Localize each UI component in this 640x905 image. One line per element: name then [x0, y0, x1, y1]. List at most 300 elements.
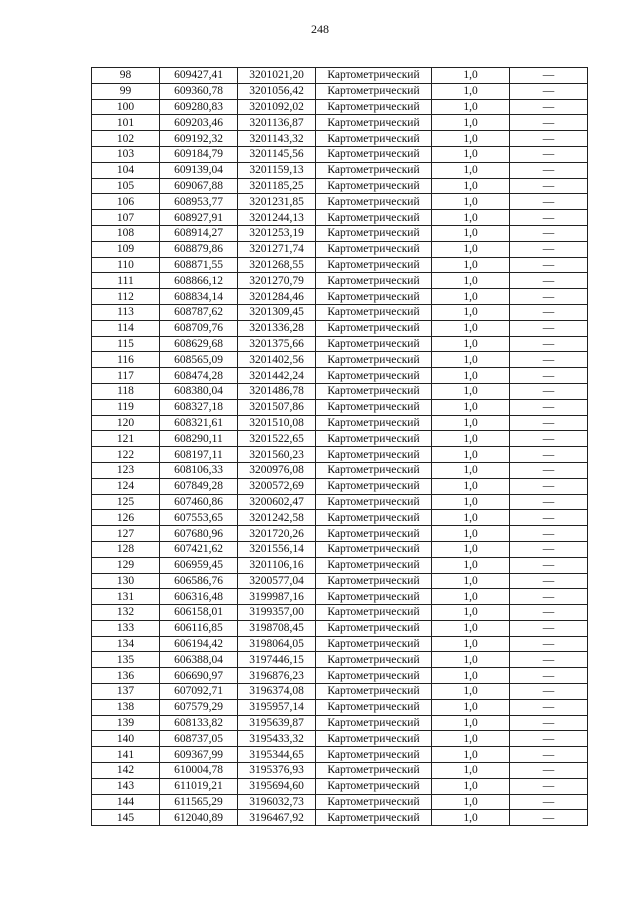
- x-coordinate-cell: 606388,04: [160, 652, 238, 668]
- point-number-cell: 113: [92, 304, 160, 320]
- accuracy-cell: 1,0: [432, 763, 510, 779]
- method-cell: Картометрический: [316, 399, 432, 415]
- y-coordinate-cell: 3201336,28: [238, 320, 316, 336]
- accuracy-cell: 1,0: [432, 810, 510, 826]
- accuracy-cell: 1,0: [432, 99, 510, 115]
- table-row: [92, 68, 588, 84]
- y-coordinate-cell: 3201271,74: [238, 241, 316, 257]
- accuracy-cell: 1,0: [432, 573, 510, 589]
- method-cell: Картометрический: [316, 115, 432, 131]
- x-coordinate-cell: 609367,99: [160, 747, 238, 763]
- method-cell: Картометрический: [316, 83, 432, 99]
- note-cell: —: [510, 526, 588, 542]
- point-number-cell: 123: [92, 462, 160, 478]
- method-cell: Картометрический: [316, 636, 432, 652]
- accuracy-cell: 1,0: [432, 178, 510, 194]
- method-cell: Картометрический: [316, 526, 432, 542]
- x-coordinate-cell: 608914,27: [160, 225, 238, 241]
- note-cell: —: [510, 131, 588, 147]
- accuracy-cell: 1,0: [432, 383, 510, 399]
- table-row: [92, 225, 588, 241]
- note-cell: —: [510, 399, 588, 415]
- accuracy-cell: 1,0: [432, 684, 510, 700]
- x-coordinate-cell: 606586,76: [160, 573, 238, 589]
- table-row: [92, 162, 588, 178]
- y-coordinate-cell: 3201375,66: [238, 336, 316, 352]
- x-coordinate-cell: 608106,33: [160, 462, 238, 478]
- x-coordinate-cell: 608787,62: [160, 304, 238, 320]
- method-cell: Картометрический: [316, 620, 432, 636]
- y-coordinate-cell: 3201056,42: [238, 83, 316, 99]
- point-number-cell: 117: [92, 368, 160, 384]
- method-cell: Картометрический: [316, 573, 432, 589]
- accuracy-cell: 1,0: [432, 478, 510, 494]
- note-cell: —: [510, 210, 588, 226]
- y-coordinate-cell: 3201522,65: [238, 431, 316, 447]
- y-coordinate-cell: 3198064,05: [238, 636, 316, 652]
- method-cell: Картометрический: [316, 352, 432, 368]
- y-coordinate-cell: 3201253,19: [238, 225, 316, 241]
- method-cell: Картометрический: [316, 605, 432, 621]
- note-cell: —: [510, 273, 588, 289]
- method-cell: Картометрический: [316, 747, 432, 763]
- y-coordinate-cell: 3195694,60: [238, 778, 316, 794]
- y-coordinate-cell: 3201284,46: [238, 289, 316, 305]
- point-number-cell: 100: [92, 99, 160, 115]
- point-number-cell: 127: [92, 526, 160, 542]
- y-coordinate-cell: 3199987,16: [238, 589, 316, 605]
- method-cell: Картометрический: [316, 68, 432, 84]
- note-cell: —: [510, 304, 588, 320]
- table-row: [92, 715, 588, 731]
- note-cell: —: [510, 589, 588, 605]
- accuracy-cell: 1,0: [432, 352, 510, 368]
- point-number-cell: 98: [92, 68, 160, 84]
- accuracy-cell: 1,0: [432, 257, 510, 273]
- method-cell: Картометрический: [316, 794, 432, 810]
- x-coordinate-cell: 609192,32: [160, 131, 238, 147]
- point-number-cell: 116: [92, 352, 160, 368]
- accuracy-cell: 1,0: [432, 605, 510, 621]
- note-cell: —: [510, 810, 588, 826]
- point-number-cell: 119: [92, 399, 160, 415]
- table-row: [92, 668, 588, 684]
- accuracy-cell: 1,0: [432, 778, 510, 794]
- table-row: [92, 778, 588, 794]
- y-coordinate-cell: 3200577,04: [238, 573, 316, 589]
- table-row: [92, 589, 588, 605]
- accuracy-cell: 1,0: [432, 526, 510, 542]
- x-coordinate-cell: 607553,65: [160, 510, 238, 526]
- point-number-cell: 106: [92, 194, 160, 210]
- table-row: [92, 399, 588, 415]
- accuracy-cell: 1,0: [432, 273, 510, 289]
- accuracy-cell: 1,0: [432, 320, 510, 336]
- accuracy-cell: 1,0: [432, 336, 510, 352]
- method-cell: Картометрический: [316, 494, 432, 510]
- accuracy-cell: 1,0: [432, 115, 510, 131]
- note-cell: —: [510, 115, 588, 131]
- y-coordinate-cell: 3201021,20: [238, 68, 316, 84]
- point-number-cell: 133: [92, 620, 160, 636]
- table-row: [92, 478, 588, 494]
- accuracy-cell: 1,0: [432, 289, 510, 305]
- x-coordinate-cell: 607092,71: [160, 684, 238, 700]
- point-number-cell: 104: [92, 162, 160, 178]
- table-row: [92, 652, 588, 668]
- y-coordinate-cell: 3201244,13: [238, 210, 316, 226]
- accuracy-cell: 1,0: [432, 225, 510, 241]
- y-coordinate-cell: 3198708,45: [238, 620, 316, 636]
- y-coordinate-cell: 3201402,56: [238, 352, 316, 368]
- point-number-cell: 139: [92, 715, 160, 731]
- table-body: [92, 68, 588, 826]
- y-coordinate-cell: 3201507,86: [238, 399, 316, 415]
- accuracy-cell: 1,0: [432, 431, 510, 447]
- point-number-cell: 121: [92, 431, 160, 447]
- y-coordinate-cell: 3201560,23: [238, 447, 316, 463]
- table-row: [92, 431, 588, 447]
- x-coordinate-cell: 609203,46: [160, 115, 238, 131]
- point-number-cell: 130: [92, 573, 160, 589]
- x-coordinate-cell: 606116,85: [160, 620, 238, 636]
- x-coordinate-cell: 608327,18: [160, 399, 238, 415]
- point-number-cell: 137: [92, 684, 160, 700]
- accuracy-cell: 1,0: [432, 557, 510, 573]
- accuracy-cell: 1,0: [432, 146, 510, 162]
- note-cell: —: [510, 541, 588, 557]
- x-coordinate-cell: 608290,11: [160, 431, 238, 447]
- table-row: [92, 83, 588, 99]
- x-coordinate-cell: 608871,55: [160, 257, 238, 273]
- note-cell: —: [510, 289, 588, 305]
- y-coordinate-cell: 3201486,78: [238, 383, 316, 399]
- method-cell: Картометрический: [316, 304, 432, 320]
- y-coordinate-cell: 3196032,73: [238, 794, 316, 810]
- x-coordinate-cell: 606959,45: [160, 557, 238, 573]
- point-number-cell: 144: [92, 794, 160, 810]
- accuracy-cell: 1,0: [432, 368, 510, 384]
- note-cell: —: [510, 320, 588, 336]
- point-number-cell: 131: [92, 589, 160, 605]
- note-cell: —: [510, 794, 588, 810]
- note-cell: —: [510, 494, 588, 510]
- method-cell: Картометрический: [316, 431, 432, 447]
- note-cell: —: [510, 83, 588, 99]
- method-cell: Картометрический: [316, 146, 432, 162]
- accuracy-cell: 1,0: [432, 447, 510, 463]
- x-coordinate-cell: 606316,48: [160, 589, 238, 605]
- y-coordinate-cell: 3201092,02: [238, 99, 316, 115]
- method-cell: Картометрический: [316, 131, 432, 147]
- point-number-cell: 135: [92, 652, 160, 668]
- point-number-cell: 111: [92, 273, 160, 289]
- y-coordinate-cell: 3201720,26: [238, 526, 316, 542]
- coordinates-table: [91, 67, 588, 826]
- x-coordinate-cell: 608133,82: [160, 715, 238, 731]
- accuracy-cell: 1,0: [432, 194, 510, 210]
- note-cell: —: [510, 573, 588, 589]
- method-cell: Картометрический: [316, 415, 432, 431]
- table-row: [92, 336, 588, 352]
- accuracy-cell: 1,0: [432, 589, 510, 605]
- method-cell: Картометрический: [316, 589, 432, 605]
- x-coordinate-cell: 608565,09: [160, 352, 238, 368]
- table-row: [92, 494, 588, 510]
- point-number-cell: 112: [92, 289, 160, 305]
- x-coordinate-cell: 608953,77: [160, 194, 238, 210]
- method-cell: Картометрический: [316, 810, 432, 826]
- table-row: [92, 684, 588, 700]
- y-coordinate-cell: 3201185,25: [238, 178, 316, 194]
- note-cell: —: [510, 352, 588, 368]
- note-cell: —: [510, 194, 588, 210]
- x-coordinate-cell: 611019,21: [160, 778, 238, 794]
- x-coordinate-cell: 606158,01: [160, 605, 238, 621]
- y-coordinate-cell: 3201145,56: [238, 146, 316, 162]
- point-number-cell: 107: [92, 210, 160, 226]
- table-row: [92, 541, 588, 557]
- y-coordinate-cell: 3201106,16: [238, 557, 316, 573]
- accuracy-cell: 1,0: [432, 131, 510, 147]
- method-cell: Картометрический: [316, 668, 432, 684]
- y-coordinate-cell: 3196876,23: [238, 668, 316, 684]
- table-row: [92, 257, 588, 273]
- note-cell: —: [510, 257, 588, 273]
- accuracy-cell: 1,0: [432, 541, 510, 557]
- accuracy-cell: 1,0: [432, 652, 510, 668]
- accuracy-cell: 1,0: [432, 210, 510, 226]
- table-row: [92, 210, 588, 226]
- table-row: [92, 636, 588, 652]
- x-coordinate-cell: 612040,89: [160, 810, 238, 826]
- note-cell: —: [510, 557, 588, 573]
- accuracy-cell: 1,0: [432, 620, 510, 636]
- x-coordinate-cell: 609139,04: [160, 162, 238, 178]
- y-coordinate-cell: 3200572,69: [238, 478, 316, 494]
- note-cell: —: [510, 731, 588, 747]
- method-cell: Картометрический: [316, 210, 432, 226]
- accuracy-cell: 1,0: [432, 510, 510, 526]
- point-number-cell: 128: [92, 541, 160, 557]
- note-cell: —: [510, 684, 588, 700]
- method-cell: Картометрический: [316, 273, 432, 289]
- table-row: [92, 462, 588, 478]
- table-row: [92, 794, 588, 810]
- table-row: [92, 620, 588, 636]
- y-coordinate-cell: 3201510,08: [238, 415, 316, 431]
- point-number-cell: 105: [92, 178, 160, 194]
- table-row: [92, 146, 588, 162]
- table-row: [92, 699, 588, 715]
- x-coordinate-cell: 608629,68: [160, 336, 238, 352]
- accuracy-cell: 1,0: [432, 83, 510, 99]
- point-number-cell: 138: [92, 699, 160, 715]
- point-number-cell: 118: [92, 383, 160, 399]
- table-row: [92, 115, 588, 131]
- note-cell: —: [510, 146, 588, 162]
- x-coordinate-cell: 607680,96: [160, 526, 238, 542]
- method-cell: Картометрический: [316, 541, 432, 557]
- x-coordinate-cell: 607579,29: [160, 699, 238, 715]
- y-coordinate-cell: 3196374,08: [238, 684, 316, 700]
- point-number-cell: 114: [92, 320, 160, 336]
- x-coordinate-cell: 609360,78: [160, 83, 238, 99]
- note-cell: —: [510, 510, 588, 526]
- accuracy-cell: 1,0: [432, 241, 510, 257]
- method-cell: Картометрический: [316, 178, 432, 194]
- y-coordinate-cell: 3201143,32: [238, 131, 316, 147]
- y-coordinate-cell: 3201270,79: [238, 273, 316, 289]
- point-number-cell: 136: [92, 668, 160, 684]
- x-coordinate-cell: 609427,41: [160, 68, 238, 84]
- accuracy-cell: 1,0: [432, 304, 510, 320]
- note-cell: —: [510, 478, 588, 494]
- table-row: [92, 763, 588, 779]
- method-cell: Картометрический: [316, 478, 432, 494]
- table-row: [92, 810, 588, 826]
- note-cell: —: [510, 241, 588, 257]
- table-row: [92, 573, 588, 589]
- method-cell: Картометрический: [316, 225, 432, 241]
- point-number-cell: 143: [92, 778, 160, 794]
- note-cell: —: [510, 383, 588, 399]
- point-number-cell: 102: [92, 131, 160, 147]
- point-number-cell: 142: [92, 763, 160, 779]
- note-cell: —: [510, 447, 588, 463]
- note-cell: —: [510, 636, 588, 652]
- accuracy-cell: 1,0: [432, 415, 510, 431]
- note-cell: —: [510, 778, 588, 794]
- method-cell: Картометрический: [316, 462, 432, 478]
- point-number-cell: 115: [92, 336, 160, 352]
- y-coordinate-cell: 3196467,92: [238, 810, 316, 826]
- point-number-cell: 145: [92, 810, 160, 826]
- method-cell: Картометрический: [316, 778, 432, 794]
- table-row: [92, 273, 588, 289]
- y-coordinate-cell: 3195376,93: [238, 763, 316, 779]
- table-row: [92, 241, 588, 257]
- table-row: [92, 383, 588, 399]
- table-row: [92, 352, 588, 368]
- y-coordinate-cell: 3201242,58: [238, 510, 316, 526]
- method-cell: Картометрический: [316, 336, 432, 352]
- accuracy-cell: 1,0: [432, 636, 510, 652]
- method-cell: Картометрический: [316, 715, 432, 731]
- point-number-cell: 124: [92, 478, 160, 494]
- x-coordinate-cell: 607849,28: [160, 478, 238, 494]
- note-cell: —: [510, 415, 588, 431]
- table-row: [92, 289, 588, 305]
- accuracy-cell: 1,0: [432, 715, 510, 731]
- table-row: [92, 304, 588, 320]
- point-number-cell: 108: [92, 225, 160, 241]
- point-number-cell: 125: [92, 494, 160, 510]
- y-coordinate-cell: 3195344,65: [238, 747, 316, 763]
- y-coordinate-cell: 3201231,85: [238, 194, 316, 210]
- note-cell: —: [510, 747, 588, 763]
- accuracy-cell: 1,0: [432, 731, 510, 747]
- accuracy-cell: 1,0: [432, 462, 510, 478]
- point-number-cell: 120: [92, 415, 160, 431]
- accuracy-cell: 1,0: [432, 399, 510, 415]
- y-coordinate-cell: 3201136,87: [238, 115, 316, 131]
- note-cell: —: [510, 336, 588, 352]
- x-coordinate-cell: 608737,05: [160, 731, 238, 747]
- point-number-cell: 140: [92, 731, 160, 747]
- y-coordinate-cell: 3201442,24: [238, 368, 316, 384]
- note-cell: —: [510, 225, 588, 241]
- note-cell: —: [510, 368, 588, 384]
- method-cell: Картометрический: [316, 699, 432, 715]
- point-number-cell: 99: [92, 83, 160, 99]
- point-number-cell: 141: [92, 747, 160, 763]
- method-cell: Картометрический: [316, 162, 432, 178]
- y-coordinate-cell: 3201309,45: [238, 304, 316, 320]
- x-coordinate-cell: 608197,11: [160, 447, 238, 463]
- table-row: [92, 731, 588, 747]
- table-row: [92, 178, 588, 194]
- method-cell: Картометрический: [316, 510, 432, 526]
- accuracy-cell: 1,0: [432, 668, 510, 684]
- x-coordinate-cell: 609184,79: [160, 146, 238, 162]
- table-row: [92, 605, 588, 621]
- note-cell: —: [510, 699, 588, 715]
- x-coordinate-cell: 608380,04: [160, 383, 238, 399]
- x-coordinate-cell: 607460,86: [160, 494, 238, 510]
- method-cell: Картометрический: [316, 383, 432, 399]
- accuracy-cell: 1,0: [432, 794, 510, 810]
- point-number-cell: 134: [92, 636, 160, 652]
- y-coordinate-cell: 3195433,32: [238, 731, 316, 747]
- note-cell: —: [510, 178, 588, 194]
- table-row: [92, 194, 588, 210]
- table-row: [92, 131, 588, 147]
- accuracy-cell: 1,0: [432, 747, 510, 763]
- note-cell: —: [510, 652, 588, 668]
- note-cell: —: [510, 715, 588, 731]
- accuracy-cell: 1,0: [432, 162, 510, 178]
- y-coordinate-cell: 3195957,14: [238, 699, 316, 715]
- point-number-cell: 101: [92, 115, 160, 131]
- x-coordinate-cell: 606690,97: [160, 668, 238, 684]
- accuracy-cell: 1,0: [432, 68, 510, 84]
- x-coordinate-cell: 608709,76: [160, 320, 238, 336]
- accuracy-cell: 1,0: [432, 699, 510, 715]
- point-number-cell: 129: [92, 557, 160, 573]
- x-coordinate-cell: 609067,88: [160, 178, 238, 194]
- note-cell: —: [510, 431, 588, 447]
- method-cell: Картометрический: [316, 684, 432, 700]
- method-cell: Картометрический: [316, 557, 432, 573]
- note-cell: —: [510, 68, 588, 84]
- table-row: [92, 415, 588, 431]
- x-coordinate-cell: 608866,12: [160, 273, 238, 289]
- note-cell: —: [510, 99, 588, 115]
- y-coordinate-cell: 3199357,00: [238, 605, 316, 621]
- method-cell: Картометрический: [316, 763, 432, 779]
- table-row: [92, 526, 588, 542]
- method-cell: Картометрический: [316, 99, 432, 115]
- x-coordinate-cell: 608927,91: [160, 210, 238, 226]
- page-number: 248: [311, 22, 329, 36]
- table-row: [92, 320, 588, 336]
- table-row: [92, 368, 588, 384]
- y-coordinate-cell: 3197446,15: [238, 652, 316, 668]
- y-coordinate-cell: 3201159,13: [238, 162, 316, 178]
- x-coordinate-cell: 609280,83: [160, 99, 238, 115]
- method-cell: Картометрический: [316, 731, 432, 747]
